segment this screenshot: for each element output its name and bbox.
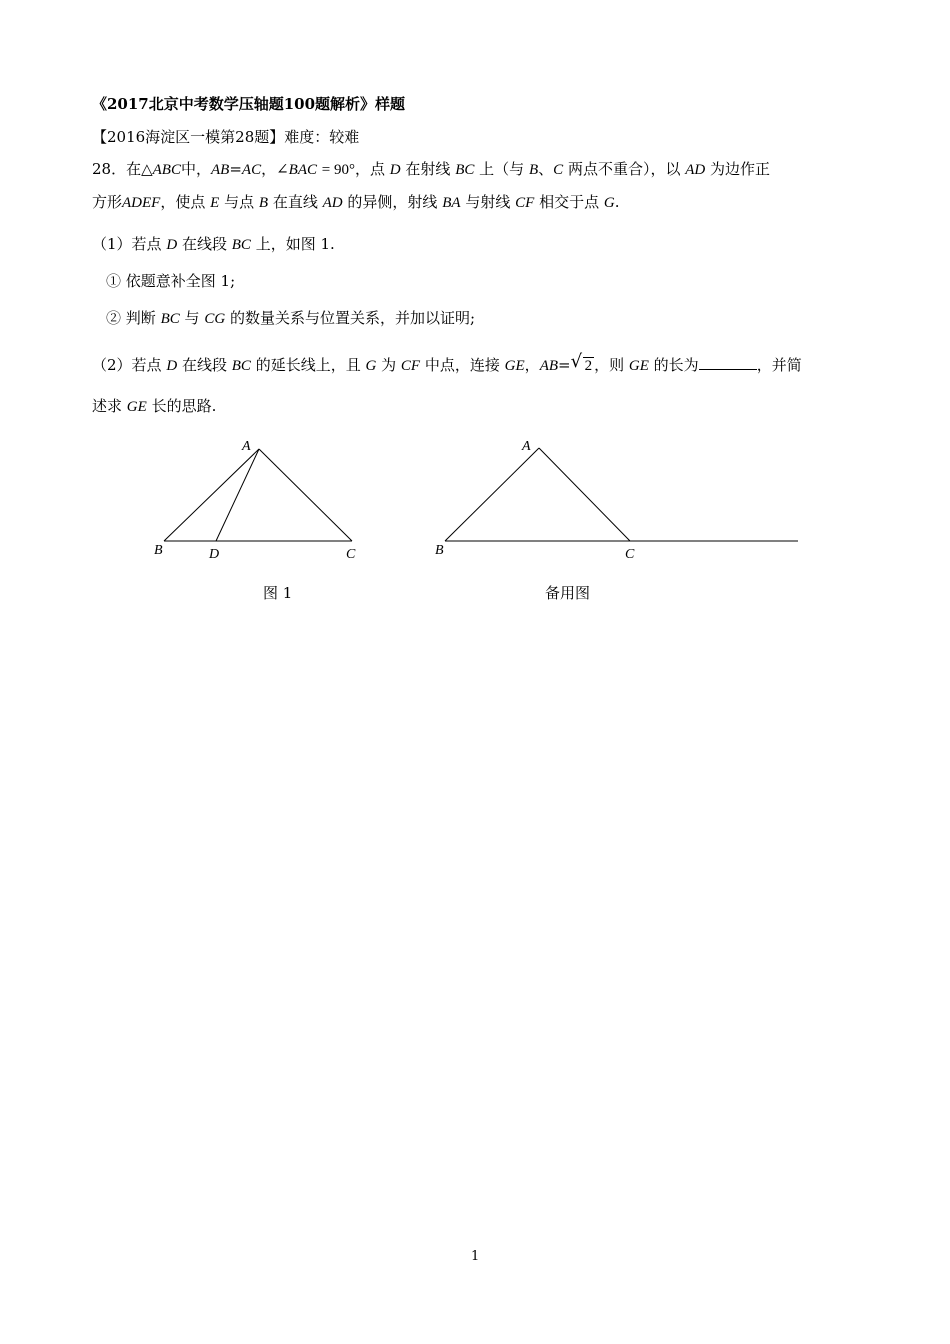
point-label: E [210,195,220,211]
text: 相交于点 [539,193,600,211]
segment-label: GE [628,358,649,374]
line-label: AD [322,195,343,211]
ray-label: BC [455,162,475,178]
text: 方形 [92,193,123,211]
segment-label: AB [539,358,559,374]
text: ② 判断 [106,309,156,327]
text: ，则 [594,356,625,374]
page-number: 1 [471,1249,480,1264]
text: ，使点 [160,193,206,211]
text: 上（与 [479,160,525,178]
fig2-label-a: A [522,439,531,454]
point-label: B [528,162,539,178]
fig1-label-d: D [209,547,220,562]
segment-label: BC [160,311,180,327]
text: （2）若点 [92,356,162,374]
segment-label: GE [126,399,147,415]
text: 在线段 [181,235,227,253]
point-label: G [603,195,615,211]
segment-label: AB [211,162,230,178]
text: 与 [184,309,200,327]
question-line-1: 28．在△ABC中，AB=AC，∠BAC = 90°，点 D 在射线 BC 上（与 B、C 两点不重合），以 AD 为边作正 [92,160,771,178]
triangle-label: ABC [152,162,181,178]
radical-sign: √ [570,351,583,372]
text: . [614,193,620,211]
text: ，并简 [756,356,802,374]
radicand: 2 [584,358,593,374]
text: 在直线 [272,193,318,211]
angle-value: = 90° [321,162,355,178]
point-label: D [389,162,401,178]
document-title: 《2017北京中考数学压轴题100题解析》样题 [92,95,406,113]
text: ，点 [355,160,386,178]
point-label: D [166,358,178,374]
text: 上，如图 1. [255,235,335,253]
segment-ab [164,449,259,541]
text: 、 [538,160,554,178]
text: 与射线 [465,193,511,211]
segment-ad [216,449,259,541]
text: 两点不重合），以 [567,160,681,178]
segment-label: AC [241,162,262,178]
text: 在线段 [181,356,227,374]
fig1-label-c: C [346,547,356,562]
text: （1）若点 [92,235,162,253]
text: 中， [180,160,211,178]
text: 为边作正 [710,160,771,178]
point-label: B [258,195,269,211]
question-number: 28． [92,160,127,178]
ray-label: CF [515,195,535,211]
text: 与点 [224,193,255,211]
figure-2-caption: 备用图 [545,584,591,602]
square-label: ADEF [122,195,161,211]
fig1-label-a: A [242,439,251,454]
text: 的长为 [653,356,699,374]
problem-source: 【2016海淀区一模第28题】难度：较难 [92,128,360,146]
text: 的异侧，射线 [347,193,438,211]
text: 在△ [126,160,153,178]
text: 的数量关系与位置关系，并加以证明; [229,309,475,327]
text: 长的思路. [151,397,217,415]
text: ， [524,356,540,374]
part-1-subquestion-1: ① 依题意补全图 1; [106,272,236,290]
segment-label: BC [231,358,251,374]
segment-label: GE [504,358,525,374]
fig2-label-b: B [435,543,444,558]
fig2-label-c: C [625,547,635,562]
segment-label: CG [204,311,226,327]
text: 的延长线上，且 [255,356,361,374]
point-label: C [553,162,564,178]
text: 中点，连接 [424,356,500,374]
segment-ac [259,449,352,541]
point-label: D [166,237,178,253]
segment-label: BC [231,237,251,253]
segment-label: AD [685,162,706,178]
segment-label: CF [400,358,421,374]
text: 为 [381,356,397,374]
segment-ac [539,448,630,541]
figure-1 [164,449,352,541]
equals-sign: = [558,356,571,374]
figure-1-caption: 图 1 [263,584,293,602]
segment-ab [445,448,539,541]
text: 述求 [92,397,123,415]
angle-label: BAC [288,162,317,178]
text: 在射线 [405,160,451,178]
fig1-label-b: B [154,543,163,558]
point-label: G [365,358,377,374]
ray-label: BA [442,195,461,211]
figure-2 [445,448,798,541]
text: ，∠ [261,160,289,178]
